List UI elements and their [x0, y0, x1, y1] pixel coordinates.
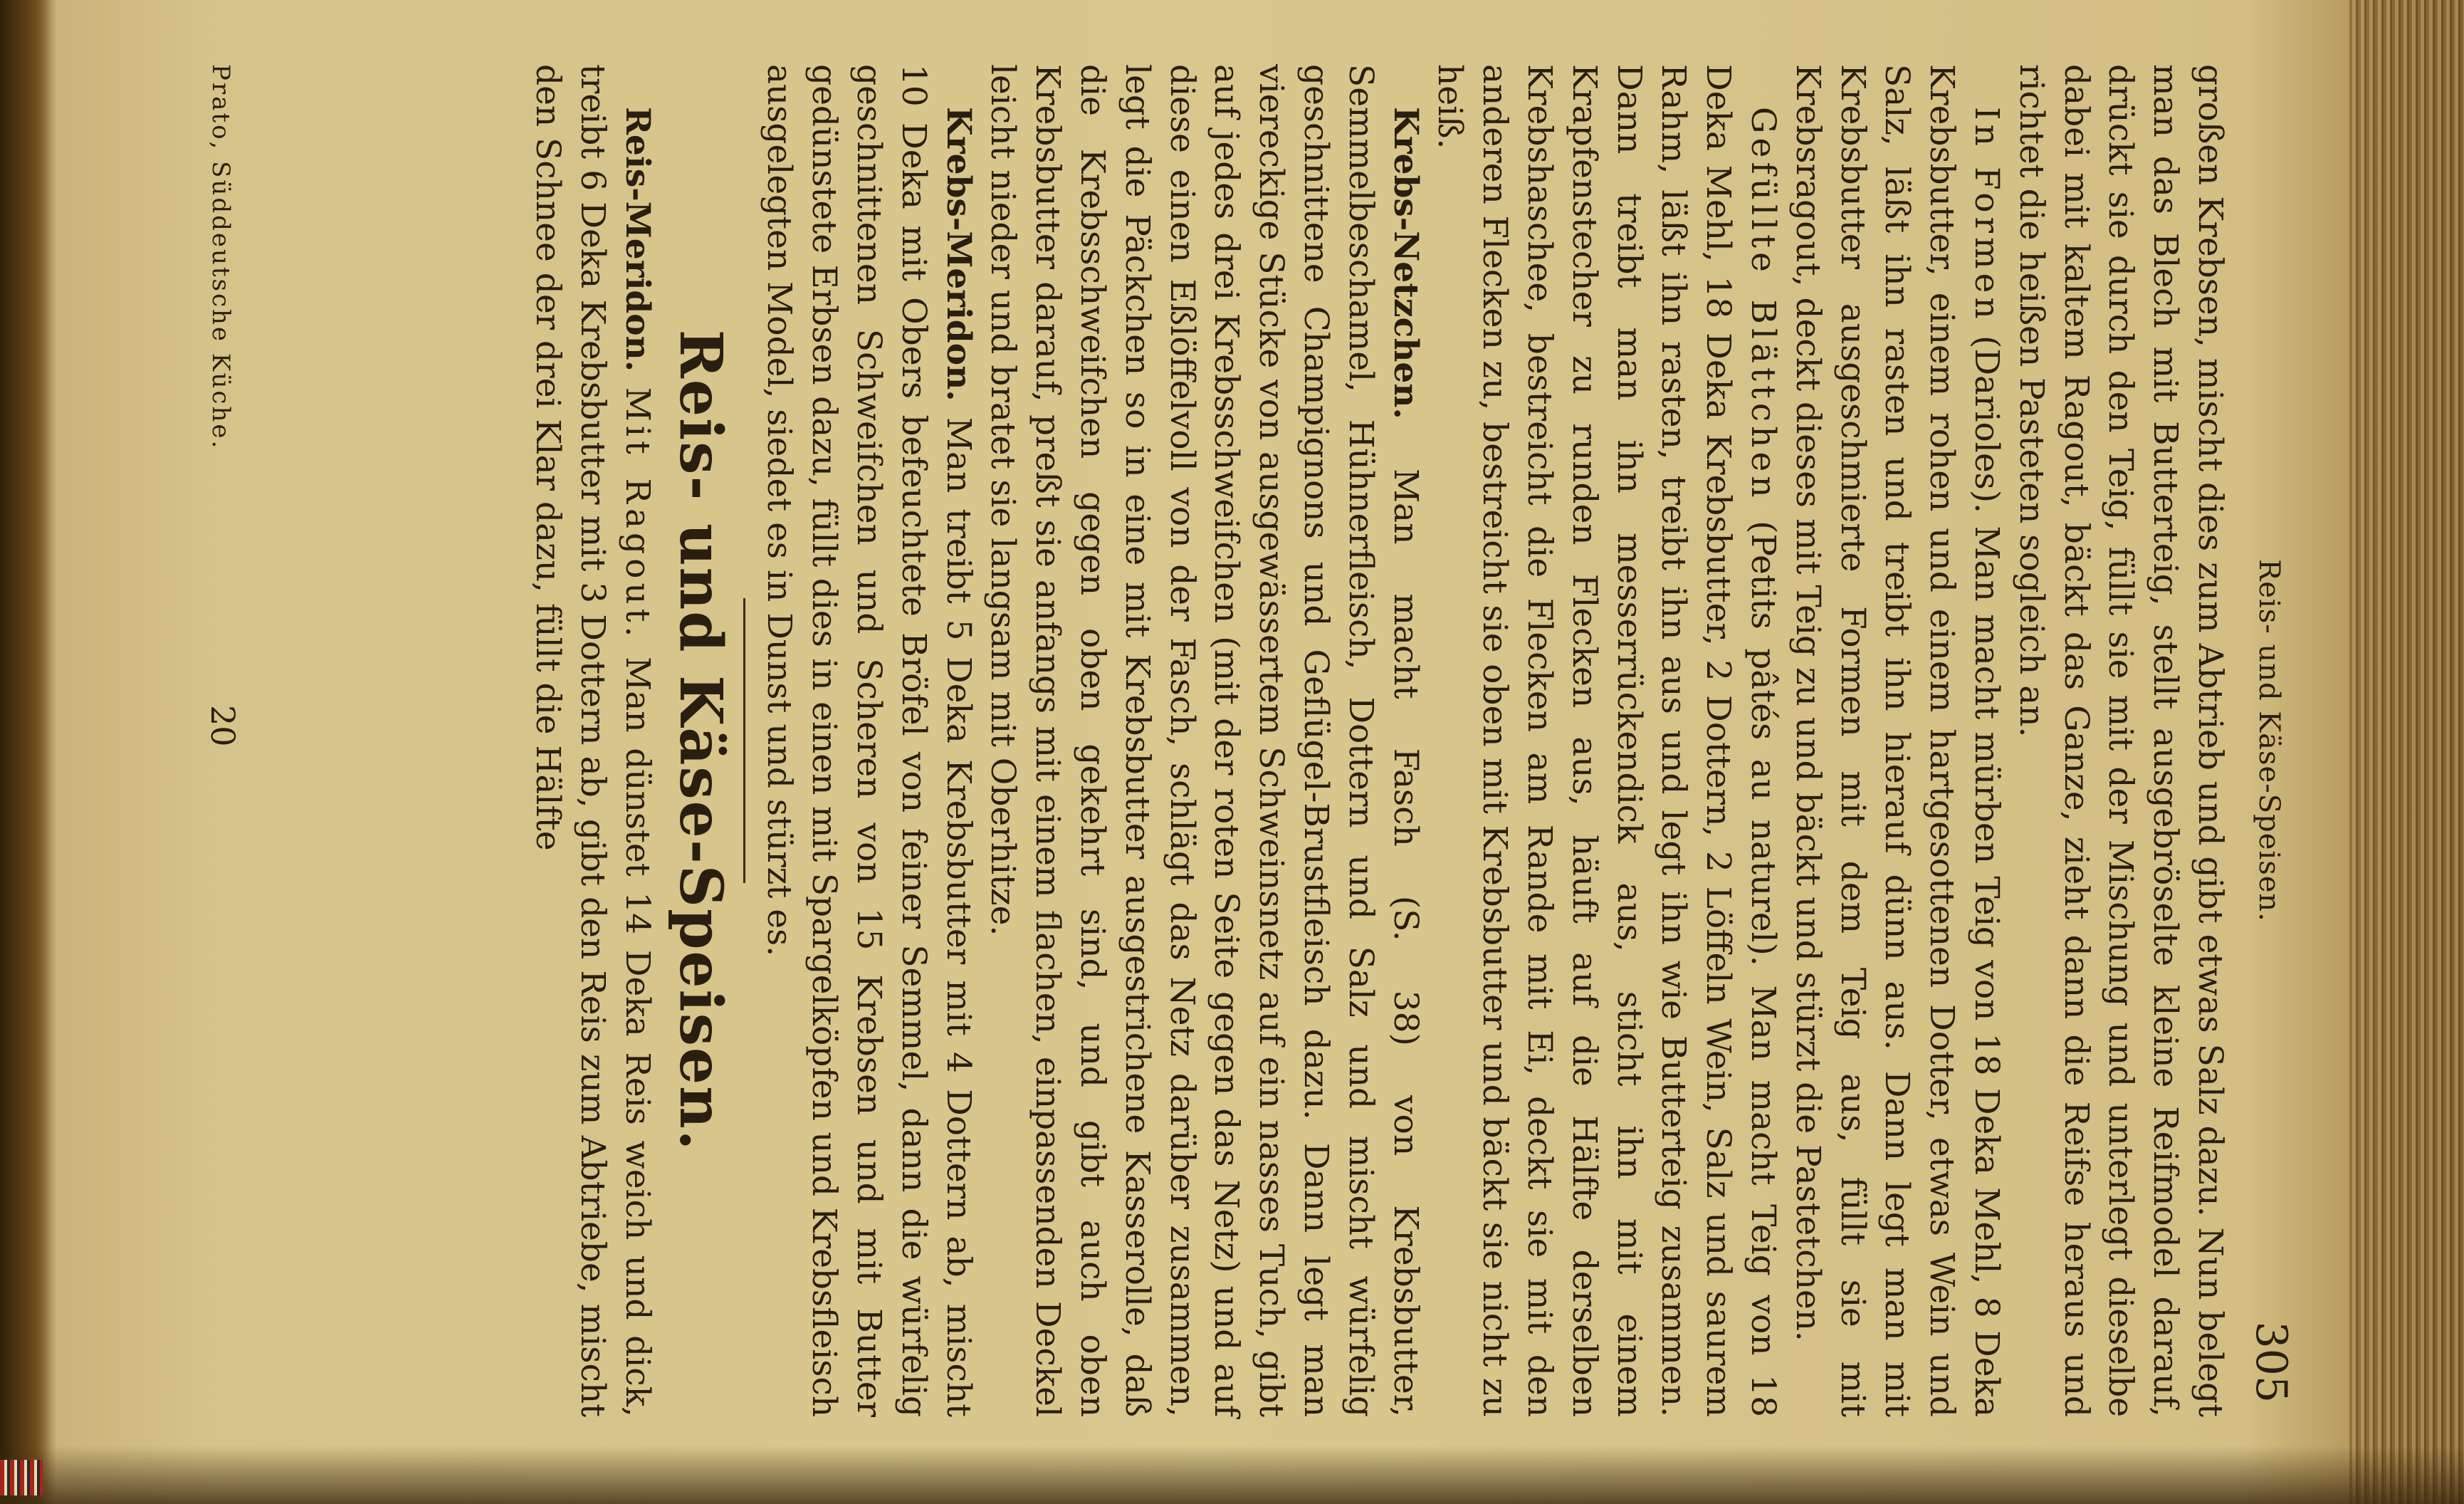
- bookmark-ribbon: [0, 1460, 43, 1495]
- paragraph-text: Man treibt 5 Deka Krebsbutter mit 4 Dottern ab, mischt 10 Deka mit Obers befeuchtete Bröfel von feiner Semmel, dann die würfelig geschnittenen Schweifchen und Scheren von 15 Krebsen und mit Butter gedünstete Erbsen dazu, füllt dies in einen mit Spargelköpfen und Krebsfleisch ausgelegten Model, siedet es in Dunst und stürzt es.: [760, 64, 978, 1417]
- recipe-heading: Krebs-Meridon.: [938, 107, 978, 402]
- binding-shadow: [0, 0, 57, 1504]
- signature-mark: 20: [204, 705, 242, 747]
- paragraph-text: (Darioles). Man macht mürben Teig von 18 Deka Mehl, 8 Deka Krebsbutter, einem rohen und einem hartgesottenen Dotter, etwas Wein und Salz, läßt ihn rasten und treibt ihn hierauf dünn aus. Dann legt man mit Krebsbutter ausgeschmierte Formen mit dem Teig aus, füllt sie mit Krebsragout, deckt dieses mit Teig zu und bäckt und stürzt die Pastetchen.: [1788, 64, 2007, 1418]
- paragraph-text: (Petits pâtés au naturel). Man macht Teig von 18 Deka Mehl, 18 Deka Krebsbutter, 2 Dottern, 2 Löffeln Wein, Salz und saurem Rahm, läßt ihn rasten, treibt ihn aus und legt ihn wie Butterteig zusammen. Dann treibt man ihn messerrückendick aus, sticht ihn mit einem Krapfenstecher zu runden Flecken aus, häuft auf die Hälfte derselben Krebshaschee, bestreicht die Flecken am Rande mit Ei, deckt sie mit den anderen Flecken zu, bestreicht sie oben mit Krebsbutter und bäckt sie nicht zu heiß.: [1430, 64, 1783, 1417]
- gutter-shadow: [0, 1446, 2464, 1504]
- paragraph-lead: Gefüllte Blättchen: [1744, 107, 1783, 502]
- paragraph: [980, 64, 1427, 1417]
- recipe-subheading: Mit Ragout.: [617, 387, 657, 642]
- page-footer: [199, 64, 242, 1417]
- rotated-page-content: [164, 64, 2300, 1417]
- page-body: [525, 64, 2232, 1417]
- running-title: Reis- und Käse-Speisen.: [2253, 559, 2285, 922]
- paragraph-text: großen Krebsen, mischt dies zum Abtrieb und gibt etwas Salz dazu. Nun belegt man das Blech mit Butterteig, stellt ausgebröselte kleine Reifmodel darauf, drückt sie durch den Teig, füllt sie mit der Mischung und unterlegt dieselbe dabei mit kaltem Ragout, bäckt das Ganze, zieht dann die Reifse heraus und richtet die heißen Pasteten sogleich an.: [2011, 64, 2230, 1417]
- recipe-heading: Reis-Meridon.: [617, 107, 657, 372]
- section-divider: [743, 598, 745, 883]
- paragraph: [525, 64, 659, 1417]
- source-note: Prato, Süddeutsche Küche.: [206, 64, 235, 451]
- page-header: [2246, 64, 2300, 1417]
- paragraph-text: Man macht Fasch (S. 38) von Krebsbutter, Semmelbeschamel, Hühnerfleisch, Dottern und Salz und mischt würfelig geschnittene Champignons und Geflügel-Brustfleisch dazu. Dann legt man viereckige Stücke von ausgewässertem Schweinsnetz auf ein nasses Tuch, gibt auf jedes drei Krebsschweifchen (mit der roten Seite gegen das Netz) und auf diese einen Eßlöffelvoll von der Fasch, schlägt das Netz darüber zusammen, legt die Päckchen so in eine mit Krebsbutter ausgestrichene Kasserolle, daß die Krebsschweifchen gegen oben gekehrt sind, und gibt auch oben Krebsbutter darauf, preßt sie anfangs mit einem flachen, einpassenden Deckel leicht nieder und bratet sie langsam mit Oberhitze.: [983, 64, 1425, 1417]
- paragraph-lead: In Formen: [1967, 107, 2007, 323]
- paragraph: [1785, 64, 2008, 1417]
- page-number: 305: [2246, 1321, 2296, 1403]
- paragraph-text: Man dünstet 14 Deka Reis weich und dick, treibt 6 Deka Krebsbutter mit 3 Dottern ab, gibt den Reis zum Abtriebe, mischt den Schnee der drei Klar dazu, füllt die Hälfte: [528, 64, 657, 1417]
- paragraph: [757, 64, 980, 1417]
- section-title: Reis- und Käse-Speisen.: [666, 329, 735, 1152]
- page-edges: [2349, 0, 2464, 1504]
- paragraph: [2008, 64, 2232, 1417]
- recipe-heading: Krebs-Netzchen.: [1385, 107, 1425, 419]
- paragraph: [1427, 64, 1785, 1417]
